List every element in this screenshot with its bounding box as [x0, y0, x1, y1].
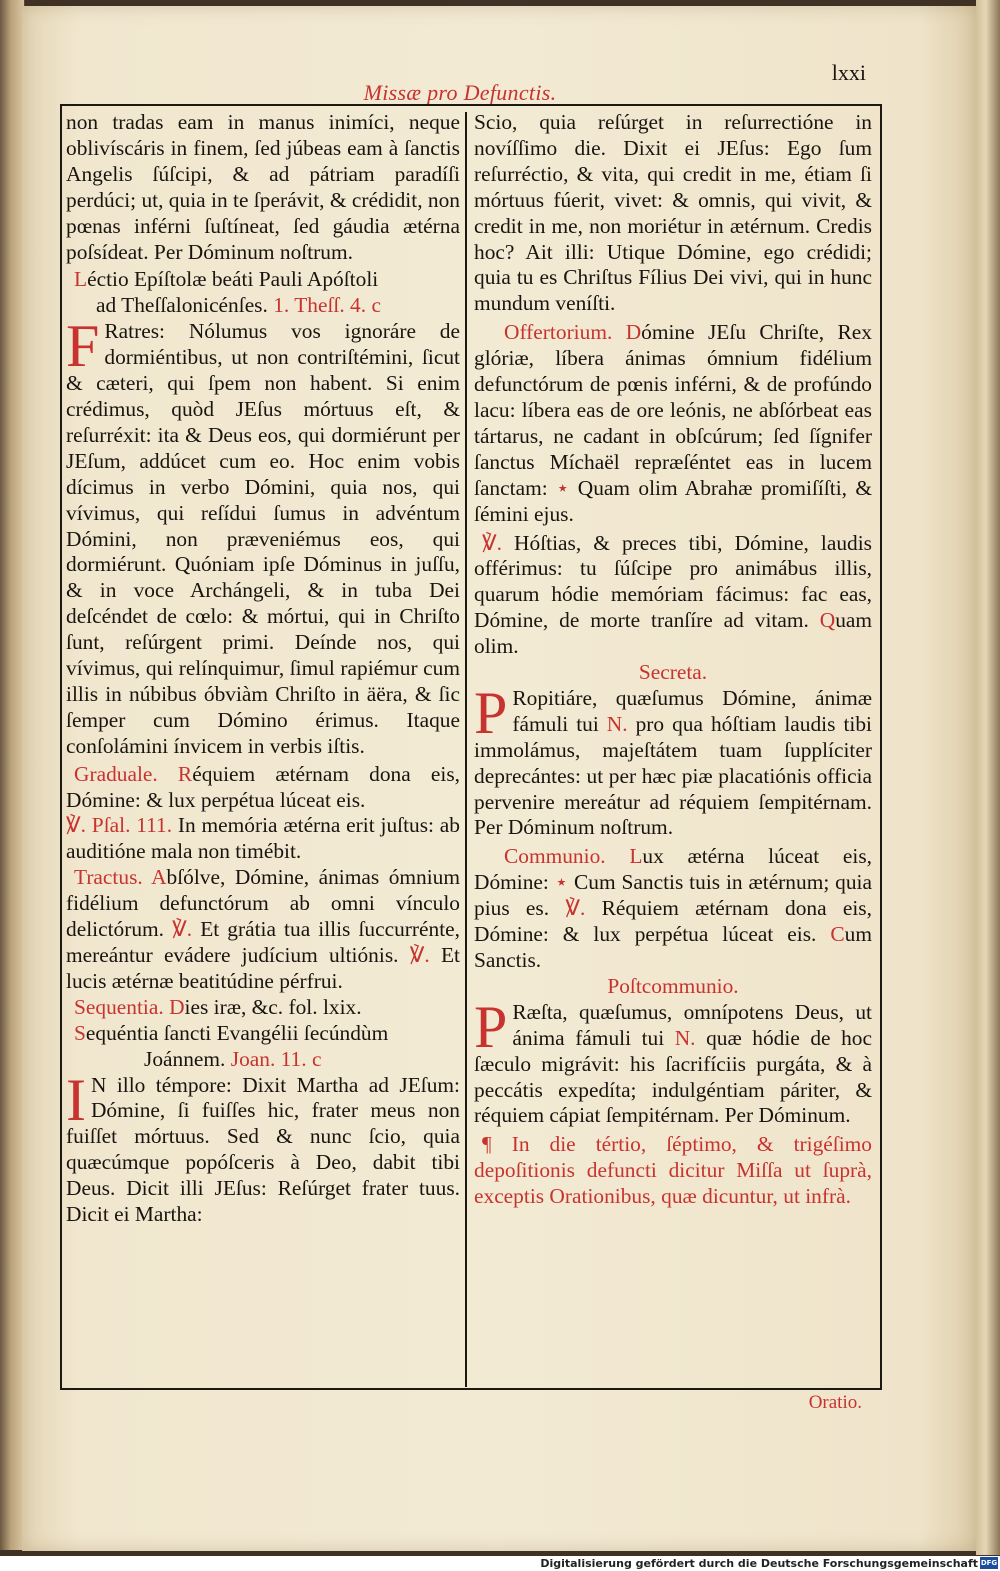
communio: Communio. Lux ætérna lúceat eis, Dómine: ⋆ Cum Sanctis tuis in ætérnum; quia pius es. ℣. Réquiem ætérnam dona eis, Dómine: & lux perpétua lúceat eis. Cum Sanctis. — [474, 844, 873, 972]
offertorium: Offertorium. Dómine JEſu Chriſte, Rex glóriæ, líbera ánimas ómnium fidélium defunctórum de pœnis inférni, & de profúndo lacu: líbera eas de ore leónis, ne abſórbeat eas tártarus, ne cadant in obſcúrum; ſed ſígnifer ſanctus Míchaël repræſéntet eas in lucem ſanctam: ⋆ Quam olim Abrahæ promiſíſti, & ſémini ejus. — [474, 320, 872, 526]
scripture-reference: 1. Theſſ. 4. c — [273, 293, 381, 318]
secreta-heading: Secreta. — [638, 660, 708, 685]
offertorium-verse: ℣. Hóſtias, & preces tibi, Dómine, laudis offérimus: tu ſúſcipe pro animábus illis, quarum hódie memóriam fácimus: fac eas, Dómine, de morte tranſíre ad vitam. Quam olim. — [474, 530, 873, 659]
graduale-label: Graduale. — [74, 761, 158, 786]
tractus: Tractus. Abſólve, Dómine, ánimas ómnium fidélium defunctórum ab omni vínculo delictórum. ℣. Et grátia tua illis ſuccurrénte, mereántur evádere judícium ultiónis. ℣. Et lucis ætérnæ beatitúdine pérfrui. — [66, 865, 461, 993]
secreta-text: P Ropitiáre, quæſumus Dómine, ánimæ fámuli tui N. pro qua hóſtiam laudis tibi immolámus, majeſtátem tuam ſupplíciter deprecántes: ut per hæc piæ placatiónis officia pervenire mereátur ad réquiem ſempitérnam. Per Dóminum noſtrum. — [474, 679, 872, 840]
page-fore-edge — [976, 0, 1000, 1555]
star-icon: ⋆ — [556, 475, 570, 500]
column-rule — [465, 112, 467, 1387]
sequentia-label: Sequentia. — [74, 994, 164, 1019]
offertorium-label: Offertorium. — [504, 320, 613, 345]
postcommunio-heading: Poſtcommunio. — [607, 973, 739, 998]
postcommunio-text: P Ræſta, quæſumus, omnípotens Deus, ut ánima fámuli tui N. quæ hódie de hoc ſæculo migrávit: his ſacrifíciis purgáta, & à peccátis expedíta; indulgéntiam páriter, & réquiem cápiat ſempitérnam. Per Dóminum. — [474, 993, 872, 1128]
drop-cap: F — [66, 313, 100, 380]
prayer-ending: non tradas eam in manus inimíci, neque oblivíscáris in finem, ſed júbeas eam à ſanctis Angelis ſúſcipi, & ad pátriam paradíſi perdúci; ut, quia in te ſperávit, & crédidit, non pœnas inférni ſuſtíneat, ſed gáudia ætérna poſsídeat. Per Dóminum noſtrum. — [66, 110, 460, 264]
epistle-text: F Ratres: Nólumus vos ignoráre de dormiéntibus, ut non contriſtémini, ſicut & cæteri, qui ſpem non habent. Si enim crédimus, quòd JEſus mórtuus eſt, & reſurréxit: ita & Deus eos, qui dormiérunt per JEſum, addúcet cum eo. Hoc enim vobis dícimus in verbo Dómini, quia nos, qui vívimus, qui reſídui ſumus in advéntum Dómini, non præveniémus eos, qui dormiérunt. Quóniam ipſe Dóminus in juſſu, & in voce Archángeli, & in tuba Dei deſcéndet de cœlo: & mórtui, qui in Chriſto ſunt, reſúrgent primi. Deínde nos, qui vívimus, qui relínquimur, ſimul rapiémur cum illis in núbibus óbviàm Chriſto in äëra, & ſic ſemper cum Dómino érimus. Itaque conſolámini ínvicem in verbis iſtis. — [66, 313, 460, 758]
epistle-heading: Léctio Epíſtolæ beáti Pauli Apóſtoli ad Theſſalonicénſes. 1. Theſſ. 4. c — [74, 267, 381, 318]
gospel-text: I N illo témpore: Dixit Martha ad JEſum: Dómine, ſi fuiſſes hic, frater meus non fuiſſet mórtuus. Sed & nunc ſcio, quia quæcúmque popóſceris à Deo, dabit tibi Deus. Dicit illi JEſus: Reſúrget frater tuus. Dicit ei Martha: — [66, 1066, 460, 1227]
star-icon: ⋆ — [554, 870, 569, 895]
tractus-label: Tractus. — [74, 865, 143, 890]
funding-credit: Digitalisierung gefördert durch die Deutsche Forschungsgemeinschaft — [540, 1557, 978, 1570]
running-title: Missæ pro Defunctis. — [363, 80, 557, 105]
scripture-reference: Joan. 11. c — [230, 1046, 322, 1071]
gospel-continuation: Scio, quia reſúrget in reſurrectióne in novíſſimo die. Dixit ei JEſus: Ego ſum reſurréctio, & vita, qui credit in me, étiam ſi mórtuus fúerit, vivet: & omnis, qui vivit, & credit in me, non moriétur in ætérnum. Credis hoc? Ait illi: Utique Dómine, ego crédidi; quia tu es Chriſtus Fílius Dei vivi, qui in hunc mundum veníſti. — [474, 110, 872, 316]
right-column — [474, 110, 872, 1210]
folio-number: lxxi — [831, 60, 866, 85]
graduale-verse: ℣. Pſal. 111. In memória ætérna erit juſtus: ab auditióne mala non timébit. — [66, 813, 460, 864]
communio-label: Communio. — [504, 844, 606, 869]
sequentia: Sequentia. Dies iræ, &c. fol. lxix. — [66, 995, 460, 1021]
drop-cap: P — [474, 679, 508, 746]
drop-cap: P — [474, 993, 508, 1060]
left-column — [66, 110, 460, 1228]
rubric-note: ¶ In die tértio, ſéptimo, & trigéſimo depoſitionis defuncti dicitur Miſſa ut ſuprà, exceptis Orationibus, quæ dicuntur, ut infrà. — [474, 1132, 872, 1209]
dfg-logo-icon: DFG — [980, 1559, 998, 1567]
catchword: Oratio. — [808, 1392, 862, 1413]
gospel-heading: Sequéntia ſancti Evangélii ſecúndùm Joánnem. Joan. 11. c — [74, 1020, 389, 1071]
drop-cap: I — [66, 1066, 86, 1133]
graduale: Graduale. Réquiem ætérnam dona eis, Dómine: & lux perpétua lúceat eis. — [66, 761, 460, 812]
